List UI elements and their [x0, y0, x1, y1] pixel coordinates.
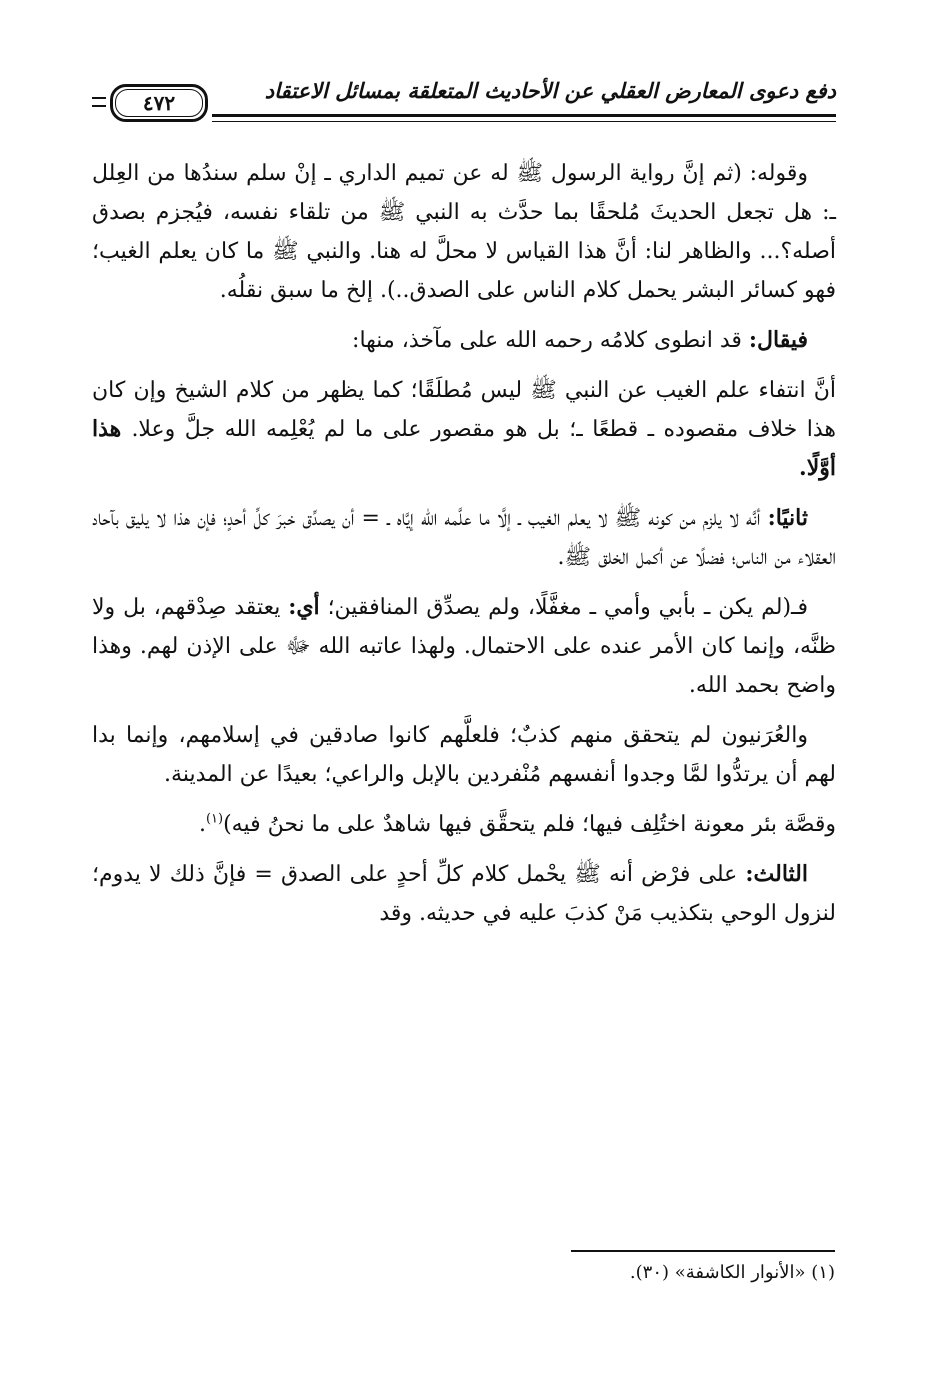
- running-title: دفع دعوى المعارض العقلي عن الأحاديث المتعلقة بمسائل الاعتقاد: [264, 78, 836, 103]
- page-header: [92, 78, 836, 134]
- page-number: [110, 84, 208, 122]
- paragraph-8-lead: الثالث:: [745, 861, 808, 887]
- paragraph-8: [92, 855, 836, 933]
- paragraph-7-text: وقصَّة بئر معونة اختُلِف فيها؛ فلم يتحقَّق فيها شاهدٌ على ما نحنُ فيه): [223, 812, 836, 837]
- paragraph-3-tail: هذا أوَّلًا.: [92, 416, 836, 481]
- paragraph-8-text: على فرْض أنه ﷺ يحْمل كلام كلِّ أحدٍ على الصدق = فإنَّ ذلك لا يدوم؛ لنزول الوحي بتكذيب مَنْ كذبَ عليه في حديثه. وقد: [92, 862, 836, 926]
- footnote-divider: [571, 1250, 835, 1252]
- paragraph-5-text-1: فـ(لم يكن ـ بأبي وأمي ـ مغفَّلًا، ولم يصدِّق المنافقين؛: [319, 595, 808, 620]
- header-rule-thin: [212, 121, 836, 122]
- main-text: [92, 154, 836, 944]
- page-number-ornament: [92, 97, 106, 107]
- paragraph-3-text: أنَّ انتفاء علم الغيب عن النبي ﷺ ليس مُطلَقًا؛ كما يظهر من كلام الشيخ وإن كان هذا خلاف مقصوده ـ قطعًا ـ؛ بل هو مقصور على ما لم يُعْلِمه الله جلَّ وعلا.: [92, 378, 836, 442]
- paragraph-5-lead: أي:: [288, 594, 320, 620]
- paragraph-1: [92, 154, 836, 310]
- paragraph-3: [92, 371, 836, 488]
- paragraph-4: [92, 499, 836, 577]
- paragraph-6: [92, 716, 836, 794]
- paragraph-2-text: قد انطوى كلامُه رحمه الله على مآخذ، منها:: [352, 328, 749, 353]
- header-rule-thick: [212, 114, 836, 117]
- paragraph-7: [92, 805, 836, 844]
- paragraph-1-text: وقوله: (ثم إنَّ رواية الرسول ﷺ له عن تميم الداري ـ إنْ سلم سندُها من العِلل ـ: هل تجعل الحديثَ مُلحقًا بما حدَّث به النبي ﷺ من تلقاء نفسه، فيُجزم بصدق أصله؟... والظاهر لنا: أنَّ هذا القياس لا محلَّ له هنا. والنبي ﷺ ما كان يعلم الغيب؛ فهو كسائر البشر يحمل كلام الناس على الصدق..). إلخ ما سبق نقلُه.: [92, 161, 836, 303]
- footnote-1: [630, 1262, 835, 1283]
- footnote-1-text: «الأنوار الكاشفة» (٣٠).: [629, 1262, 806, 1283]
- paragraph-6-text: والعُرَنيون لم يتحقق منهم كذبٌ؛ فلعلَّهم كانوا صادقين في إسلامهم، وإنما بدا لهم أن يرتدُّوا لمَّا وجدوا أنفسهم مُنْفردين بالإبل والراعي؛ بعيدًا عن المدينة.: [92, 723, 836, 787]
- paragraph-5-text-2: يعتقد صِدْقهم، بل ولا ظنَّه، وإنما كان الأمر عنده على الاحتمال. ولهذا عاتبه الله ﷻ على الإذن لهم. وهذا واضح بحمد الله.: [92, 595, 836, 698]
- paragraph-7-end: .: [198, 812, 206, 837]
- paragraph-4-text: أنَّه لا يلزم من كونه ﷺ لا يعلم الغيب ـ إلَّا ما علَّمه الله إيَّاه ـ = أن يصدِّق خبرَ كلِّ أحدٍ؛ فإن هذا لا يليق بآحاد العقلاء من الناس؛ فضلًا عن أكمل الخلق ﷺ.: [92, 506, 836, 570]
- paragraph-2: [92, 321, 836, 360]
- paragraph-5: [92, 588, 836, 705]
- page-number-text: ٤٧٢: [142, 91, 176, 115]
- footnote-1-number: (١): [811, 1262, 835, 1283]
- paragraph-4-lead: ثانيًا:: [767, 505, 808, 531]
- paragraph-2-lead: فيقال:: [748, 327, 808, 353]
- footnote-ref-1[interactable]: (١): [205, 811, 224, 827]
